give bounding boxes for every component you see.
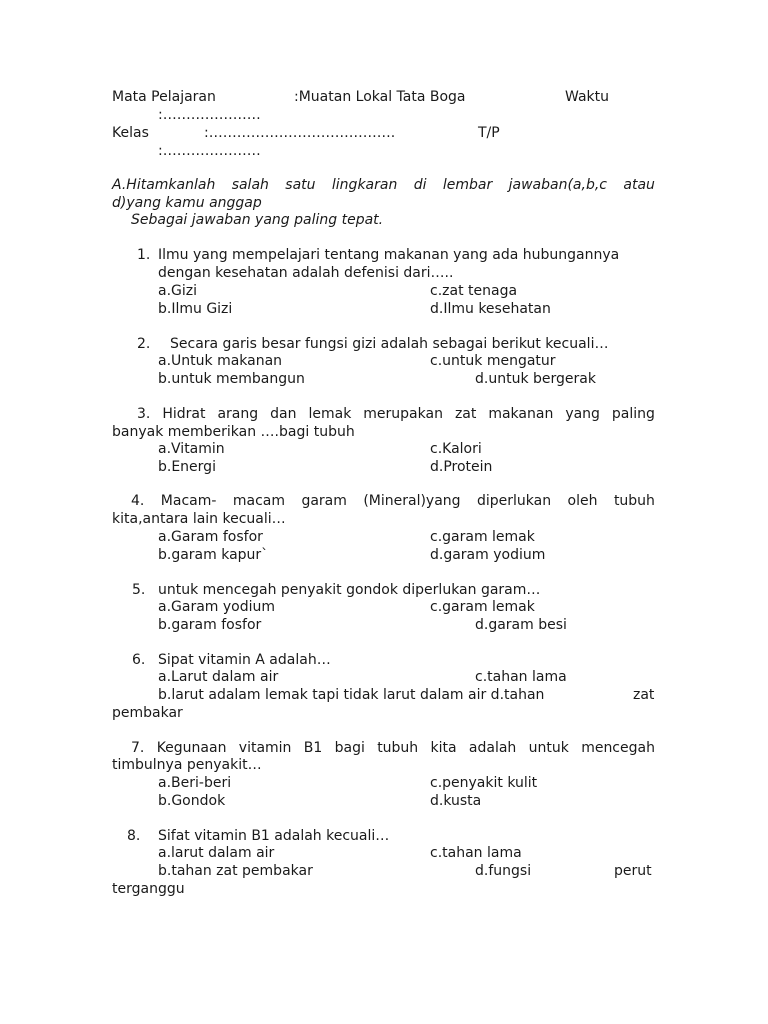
question-8-option-d-wrap: terganggu: [112, 881, 185, 897]
question-1-number: 1.: [137, 247, 151, 263]
tp-blank: :…………………: [158, 143, 261, 159]
tp-label: T/P: [478, 125, 500, 141]
question-5-option-a: a.Garam yodium: [158, 599, 276, 615]
instruction-line-1: A.Hitamkanlah salah satu lingkaran di lembar jawaban(a,b,c atau: [112, 177, 655, 193]
question-2-option-a: a.Untuk makanan: [158, 353, 283, 369]
question-4-line-2: kita,antara lain kecuali…: [112, 511, 286, 527]
time-blank: :…………………: [158, 107, 261, 123]
question-7-line-1: 7. Kegunaan vitamin B1 bagi tubuh kita adalah untuk mencegah: [112, 739, 655, 757]
question-8-option-d-tail: perut: [614, 863, 652, 879]
question-2-number: 2.: [137, 336, 151, 352]
question-7-option-d: d.kusta: [430, 793, 482, 809]
question-5-option-c: c.garam lemak: [430, 599, 535, 615]
question-4-number: 4.: [131, 493, 145, 509]
question-3-option-c: c.Kalori: [430, 441, 482, 457]
question-4-option-b: b.garam kapur`: [158, 547, 269, 563]
question-1-text-cont: dengan kesehatan adalah defenisi dari…..: [158, 265, 454, 281]
question-5-text: untuk mencegah penyakit gondok diperlukan garam…: [158, 582, 541, 598]
question-4-line-1: 4. Macam- macam garam (Mineral)yang diperlukan oleh tubuh: [112, 492, 655, 510]
question-6-option-c: c.tahan lama: [475, 669, 567, 685]
question-3-option-a: a.Vitamin: [158, 441, 225, 457]
question-6-option-a: a.Larut dalam air: [158, 669, 279, 685]
question-5-option-b: b.garam fosfor: [158, 617, 262, 633]
question-6-option-b-d: b.larut adalam lemak tapi tidak larut dalam air d.tahan: [158, 687, 545, 703]
question-1-option-c: c.zat tenaga: [430, 283, 518, 299]
class-value: :………………………………….: [204, 125, 396, 141]
question-7-number: 7.: [131, 740, 145, 756]
question-8-number: 8.: [127, 828, 141, 844]
question-3-option-b: b.Energi: [158, 459, 216, 475]
question-7-option-c: c.penyakit kulit: [430, 775, 538, 791]
question-2-option-b: b.untuk membangun: [158, 371, 305, 387]
question-4-option-c: c.garam lemak: [430, 529, 535, 545]
question-2-option-c: c.untuk mengatur: [430, 353, 556, 369]
question-8-option-c: c.tahan lama: [430, 845, 522, 861]
question-6-option-d-wrap: pembakar: [112, 705, 183, 721]
subject-value: :Muatan Lokal Tata Boga: [294, 89, 466, 105]
question-7-option-b: b.Gondok: [158, 793, 226, 809]
question-3-number: 3.: [137, 406, 151, 422]
question-5-number: 5.: [132, 582, 146, 598]
question-3-line-1: 3. Hidrat arang dan lemak merupakan zat makanan yang paling: [112, 405, 655, 423]
question-8-option-b: b.tahan zat pembakar: [158, 863, 313, 879]
subject-label: Mata Pelajaran: [112, 89, 216, 105]
question-4-option-d: d.garam yodium: [430, 547, 546, 563]
question-6-option-d-tail: zat: [633, 687, 655, 703]
question-5-option-d: d.garam besi: [475, 617, 567, 633]
question-6-number: 6.: [132, 652, 146, 668]
question-3-option-d: d.Protein: [430, 459, 493, 475]
question-2-text: Secara garis besar fungsi gizi adalah sebagai berikut kecuali…: [170, 336, 609, 352]
question-8-text: Sifat vitamin B1 adalah kecuali…: [158, 828, 390, 844]
question-4-option-a: a.Garam fosfor: [158, 529, 263, 545]
question-1-option-a: a.Gizi: [158, 283, 198, 299]
question-8-option-a: a.larut dalam air: [158, 845, 275, 861]
question-1-option-b: b.Ilmu Gizi: [158, 301, 233, 317]
question-1-text: Ilmu yang mempelajari tentang makanan yang ada hubungannya: [158, 247, 620, 263]
instruction-line-2: d)yang kamu anggap: [112, 195, 262, 211]
instruction-line-3: Sebagai jawaban yang paling tepat.: [131, 212, 384, 228]
class-label: Kelas: [112, 125, 149, 141]
question-7-line-2: timbulnya penyakit…: [112, 757, 262, 773]
question-7-option-a: a.Beri-beri: [158, 775, 232, 791]
question-2-option-d: d.untuk bergerak: [475, 371, 596, 387]
question-1-option-d: d.Ilmu kesehatan: [430, 301, 551, 317]
time-label: Waktu: [565, 89, 609, 105]
question-3-line-2: banyak memberikan ….bagi tubuh: [112, 424, 355, 440]
question-8-option-d: d.fungsi: [475, 863, 532, 879]
question-6-text: Sipat vitamin A adalah…: [158, 652, 331, 668]
